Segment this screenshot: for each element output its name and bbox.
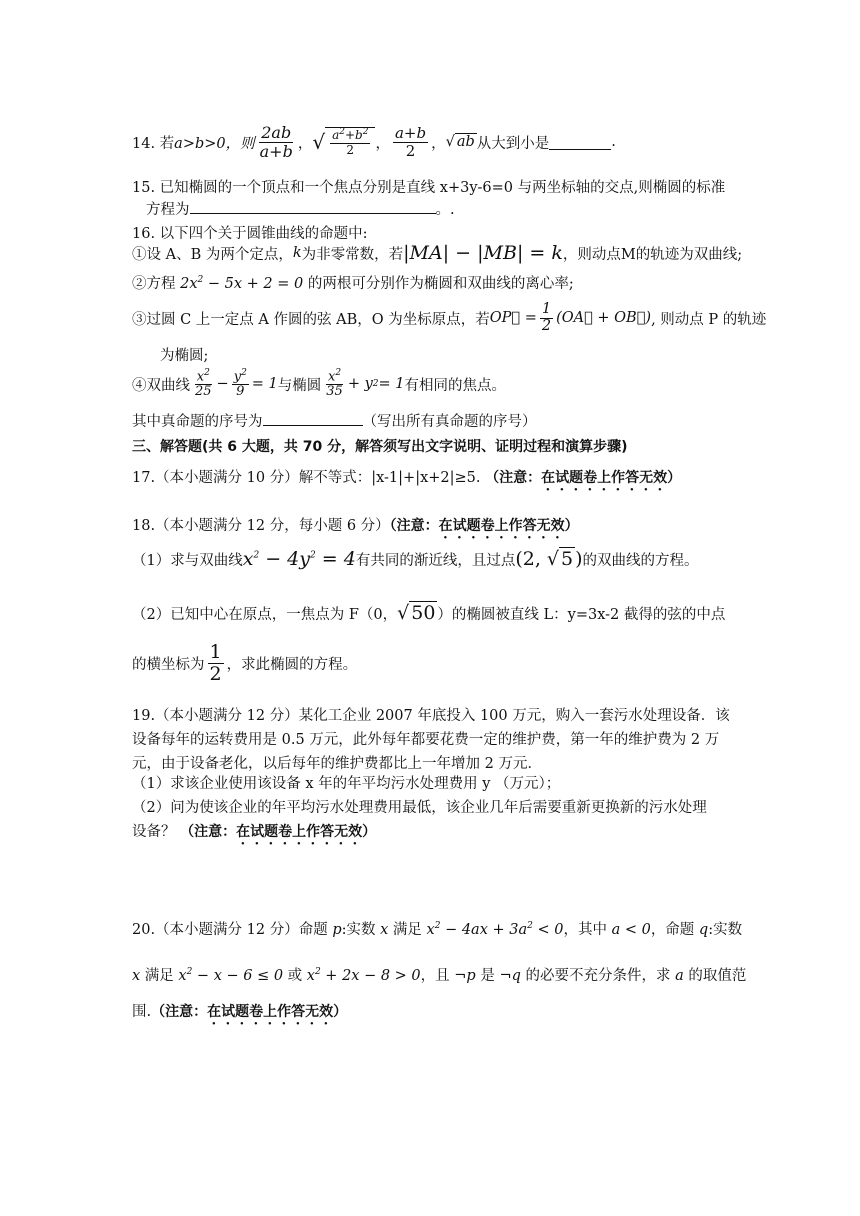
q20-ineq-2: $x^2 + 2x - 8 > 0$ bbox=[306, 967, 421, 984]
q16-p4-hyperbola: $\frac{x^2}{25}$ − $\frac{y^2}{9}$ = 1 bbox=[195, 367, 278, 400]
q19-note-c: ） bbox=[362, 824, 377, 840]
frac-a-plus-b-2: $\frac{a+b}{2}$ bbox=[394, 124, 427, 160]
q20-l2-b: 满足 bbox=[140, 968, 179, 984]
q18-note-b: 在试题卷上作答无效 bbox=[438, 518, 565, 534]
q19-l5: （2）问为使该企业的年平均污水处理费用最低，该企业几年后需要重新更换新的污水处理 bbox=[132, 800, 707, 816]
q19-l2: 设备每年的运转费用是 0.5 万元，此外每年都要花费一定的维护费，第一年的维护费为 2 万 bbox=[132, 732, 720, 748]
q16-p2-a: ②方程 bbox=[132, 276, 181, 292]
q18-p2-b: ）的椭圆被直线 L：y=3x-2 截得的弦的中点 bbox=[437, 606, 726, 623]
q20-l1-f: ，其中 bbox=[563, 922, 612, 938]
q18-p2 bbox=[132, 602, 725, 624]
q16-tail bbox=[132, 410, 537, 431]
q16-p3-eq: OP⃗ = $\frac{1}{2}$ (OA⃗ + OB⃗) bbox=[489, 300, 652, 334]
q20-a-neg: a < 0 bbox=[611, 922, 651, 938]
q16-answer-blank bbox=[263, 411, 363, 426]
q14-cond: a>b>0，则 bbox=[174, 135, 255, 152]
q16-p4-b: 与椭圆 bbox=[277, 377, 322, 394]
sqrt-ab: √ ab bbox=[445, 134, 475, 150]
q19-l1: 19.（本小题满分 12 分）某化工企业 2007 年底投入 100 万元，购入一套污水处理设备．该 bbox=[132, 708, 730, 724]
q16-p1-k: k bbox=[292, 245, 302, 261]
q18-note-a: （注意： bbox=[389, 518, 439, 534]
q20-ineq-p: $x^2 - 4ax + 3a^2 < 0$ bbox=[426, 921, 564, 938]
q20-note-b: 在试题卷上作答无效 bbox=[207, 1004, 334, 1020]
q20-l2-d: ，且 bbox=[420, 968, 455, 984]
q20-l1-i: :实数 bbox=[708, 922, 743, 938]
q20-l1-g: ，命题 bbox=[650, 922, 699, 938]
q18-p2-a: （2）已知中心在原点，一焦点为 F（0， bbox=[132, 606, 398, 623]
q19-l4: （1）求该企业使用该设备 x 年的年平均污水处理费用 y （万元）； bbox=[132, 776, 561, 792]
q16-p2-b: 的两根可分别作为椭圆和双曲线的离心率; bbox=[303, 276, 574, 292]
q18-head: 18.（本小题满分 12 分，每小题 6 分） bbox=[132, 518, 390, 534]
q20-l3 bbox=[132, 1000, 347, 1028]
q20-l1-e: 满足 bbox=[388, 922, 427, 938]
q16-p4-ellipse: $\frac{x^2}{35}$ + y 2 = 1 bbox=[326, 367, 405, 400]
frac-one-half: $\frac{1}{2}$ bbox=[209, 640, 222, 685]
q20-l1-c: :实数 bbox=[341, 922, 381, 938]
q17-note-b: 在试题卷上作答无效 bbox=[541, 470, 668, 486]
q18-p1 bbox=[132, 548, 699, 570]
q20-ineq-1: $x^2 - x - 6 \le 0$ bbox=[178, 967, 284, 984]
q20-l2-g: a bbox=[675, 968, 684, 984]
q20-not-q: ¬q bbox=[499, 968, 521, 984]
q14-line: 14. 若 a>b>0，则 $\frac{2ab}{a+b}$ ， √ $\frac{a^2+b^2}{2}$ ， $\frac{a+b}{2}$ ， √ ab 从大到小是 . bbox=[132, 122, 616, 161]
q20-l1-a: 20.（本小题满分 12 分）命题 bbox=[132, 922, 333, 938]
q20-not-p: ¬p bbox=[454, 968, 476, 984]
q19-note-a: （注意： bbox=[180, 824, 237, 840]
q16-p3-b: , 则动点 P 的轨迹 bbox=[651, 311, 767, 328]
q18-p2-line2 bbox=[132, 638, 357, 688]
q20-l1 bbox=[132, 918, 742, 939]
q20-l2-f: 的必要不充分条件，求 bbox=[520, 968, 676, 984]
q18-p2-d: ，求此椭圆的方程。 bbox=[226, 656, 358, 673]
q14-answer-blank bbox=[549, 135, 611, 150]
q16-p2 bbox=[132, 272, 574, 293]
q18-p2-sqrt50: √ 50 bbox=[397, 602, 436, 624]
q14-end: . bbox=[611, 134, 616, 150]
q15-answer-blank bbox=[190, 199, 436, 214]
q18-p2-c: 的横坐标为 bbox=[132, 656, 205, 673]
q17-note-c: ） bbox=[667, 470, 682, 486]
sqrt-mean-square-body: $\frac{a^2+b^2}{2}$ bbox=[325, 127, 375, 156]
q17-line bbox=[132, 466, 681, 494]
q14-suffix: 从大到小是 bbox=[476, 135, 550, 152]
q20-l2 bbox=[132, 964, 746, 985]
q16-p1 bbox=[132, 242, 742, 264]
q20-l1-h: q bbox=[698, 922, 709, 938]
q17-note-a: （注意： bbox=[485, 470, 542, 486]
q19-l6-line bbox=[132, 820, 376, 848]
q20-note-a: （注意： bbox=[151, 1004, 208, 1020]
q16-p3 bbox=[132, 298, 766, 338]
q14-prefix: 14. 若 bbox=[132, 135, 175, 152]
q18-head-line bbox=[132, 514, 579, 542]
q20-l1-b: p bbox=[332, 922, 342, 938]
frac-2ab-a-plus-b: $\frac{2ab}{a+b}$ bbox=[259, 122, 293, 161]
q19-l6: 设备？ bbox=[132, 824, 176, 840]
sqrt-mean-square: √ bbox=[312, 130, 326, 154]
q20-l2-a: x bbox=[132, 968, 141, 984]
q16-head: 16. 以下四个关于圆锥曲线的命题中: bbox=[132, 226, 368, 242]
q16-p3-c: 为椭圆; bbox=[160, 348, 209, 364]
q15-line2-b: 。. bbox=[435, 202, 455, 218]
q18-p1-b: 有共同的渐近线，且过点 bbox=[355, 552, 516, 569]
q19-l3: 元，由于设备老化，以后每年的维护费都比上一年增加 2 万元． bbox=[132, 756, 542, 772]
q19-note-b: 在试题卷上作答无效 bbox=[236, 824, 363, 840]
q15-line2-a: 方程为 bbox=[146, 202, 190, 218]
q16-p4 bbox=[132, 364, 506, 404]
q16-tail-b: （写出所有真命题的序号） bbox=[362, 414, 537, 430]
q20-l1-d: x bbox=[380, 922, 389, 938]
q16-p1-c: ，则动点M的轨迹为双曲线; bbox=[562, 246, 743, 263]
q20-l2-e: 是 bbox=[475, 968, 500, 984]
q16-p2-eq: $2x^2 - 5x + 2 = 0$ bbox=[180, 275, 304, 292]
q18-note-c: ） bbox=[564, 518, 579, 534]
q20-l3-a: 围. bbox=[132, 1004, 152, 1020]
q18-p1-a: （1）求与双曲线 bbox=[132, 552, 243, 569]
q16-p1-b: 为非零常数，若 bbox=[301, 246, 404, 263]
q16-p1-eq: |MA| − |MB| = k bbox=[403, 242, 563, 264]
q18-p1-hyperbola: $x^2 - 4y^2 = 4$ bbox=[242, 548, 356, 570]
q17-text: 17.（本小题满分 10 分）解不等式：|x-1|+|x+2|≥5. bbox=[132, 470, 481, 486]
q18-p1-c: 的双曲线的方程。 bbox=[582, 552, 699, 569]
q16-p4-a: ④双曲线 bbox=[132, 377, 190, 394]
q20-l2-c: 或 bbox=[283, 968, 307, 984]
section-3-heading: 三、解答题(共 6 大题，共 70 分，解答须写出文字说明、证明过程和演算步骤) bbox=[132, 439, 628, 455]
q16-p1-a: ①设 A、B 为两个定点， bbox=[132, 246, 293, 263]
q20-note-c: ） bbox=[333, 1004, 348, 1020]
q16-p3-a: ③过圆 C 上一定点 A 作圆的弦 AB，O 为坐标原点，若 bbox=[132, 311, 490, 328]
q16-tail-a: 其中真命题的序号为 bbox=[132, 414, 263, 430]
q15-line1: 15. 已知椭圆的一个顶点和一个焦点分别是直线 x+3y-6=0 与两坐标轴的交点,则椭圆的标准 bbox=[132, 180, 726, 196]
q18-p1-point: (2, √ 5 ) bbox=[515, 548, 583, 570]
q16-p4-c: 有相同的焦点。 bbox=[404, 377, 506, 394]
q15-line2 bbox=[146, 198, 455, 219]
q20-l2-h: 的取值范 bbox=[683, 968, 747, 984]
